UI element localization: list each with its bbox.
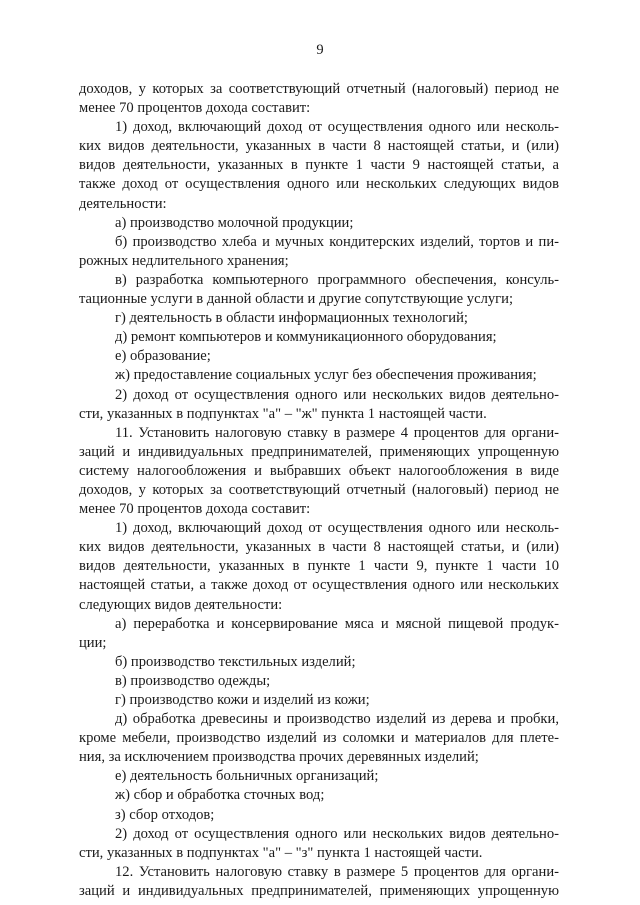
text-line: в) разработка компьютерного программного обеспечения, консуль-: [115, 271, 559, 288]
text-line: видов деятельности, указанных в пункте 1 части 9, пункте 1 части 10: [79, 558, 559, 575]
text-line: доходов, у которых за соответствующий отчетный (налоговый) период не: [79, 81, 559, 97]
text-line: а) переработка и консервирование мяса и мясной пищевой продук-: [115, 615, 559, 632]
text-line: сти, указанных в подпунктах "а" – "з" пункта 1 настоящей части.: [79, 844, 483, 861]
text-line: в) производство одежды;: [115, 672, 271, 689]
text-line: 12. Установить налоговую ставку в размере 5 процентов для органи-: [115, 863, 559, 880]
text-line: е) деятельность больничных организаций;: [115, 768, 379, 785]
text-line: з) сбор отходов;: [115, 806, 215, 823]
text-line: ких видов деятельности, указанных в части 8 настоящей статьи, и (или): [79, 138, 559, 155]
text-line: г) деятельность в области информационных технологий;: [115, 310, 468, 327]
text-line: ж) предоставление социальных услуг без обеспечения проживания;: [115, 367, 537, 384]
document-body: [79, 80, 559, 901]
text-line: кроме мебели, производство изделий из соломки и материалов для плете-: [79, 730, 559, 747]
text-line: сти, указанных в подпунктах "а" – "ж" пункта 1 настоящей части.: [79, 405, 487, 422]
text-line: 1) доход, включающий доход от осуществления одного или несколь-: [115, 520, 559, 537]
text-line: следующих видов деятельности:: [79, 596, 283, 613]
text-line: е) образование;: [115, 348, 211, 365]
text-line: настоящей статьи, а также доход от осуществления одного или нескольких: [79, 577, 559, 594]
text-line: менее 70 процентов дохода составит:: [79, 501, 311, 518]
text-line: ния, за исключением производства прочих деревянных изделий;: [79, 749, 479, 766]
text-line: деятельности:: [79, 195, 167, 212]
text-line: менее 70 процентов дохода составит:: [79, 100, 311, 117]
text-line: ж) сбор и обработка сточных вод;: [115, 787, 325, 804]
text-line: 2) доход от осуществления одного или нескольких видов деятельно-: [115, 386, 559, 403]
text-line: ции;: [79, 634, 107, 651]
text-line: 1) доход, включающий доход от осуществления одного или несколь-: [115, 119, 559, 136]
text-line: систему налогообложения и выбравших объект налогообложения в виде: [79, 462, 559, 479]
text-line: г) производство кожи и изделий из кожи;: [115, 692, 370, 708]
text-line: также доход от осуществления одного или нескольких следующих видов: [79, 176, 559, 193]
text-line: доходов, у которых за соответствующий отчетный (налоговый) период не: [79, 481, 559, 498]
text-line: заций и индивидуальных предпринимателей, применяющих упрощенную: [79, 443, 559, 460]
text-line: 11. Установить налоговую ставку в размере 4 процентов для органи-: [115, 424, 559, 441]
text-line: б) производство текстильных изделий;: [115, 653, 356, 670]
text-line: а) производство молочной продукции;: [115, 214, 354, 231]
text-line: б) производство хлеба и мучных кондитерских изделий, тортов и пи-: [115, 233, 559, 250]
text-line: видов деятельности, указанных в пункте 1 части 9 настоящей статьи, а: [79, 157, 559, 174]
text-line: д) обработка древесины и производство изделий из дерева и пробки,: [115, 711, 559, 728]
text-line: рожных недлительного хранения;: [79, 252, 289, 269]
page-number: 9: [316, 42, 324, 58]
text-line: д) ремонт компьютеров и коммуникационного оборудования;: [115, 329, 497, 346]
text-line: тационные услуги в данной области и другие сопутствующие услуги;: [79, 291, 514, 308]
text-line: заций и индивидуальных предпринимателей, применяющих упрощенную: [79, 882, 559, 899]
text-line: ких видов деятельности, указанных в части 8 настоящей статьи, и (или): [79, 539, 559, 556]
text-line: 2) доход от осуществления одного или нескольких видов деятельно-: [115, 825, 559, 842]
